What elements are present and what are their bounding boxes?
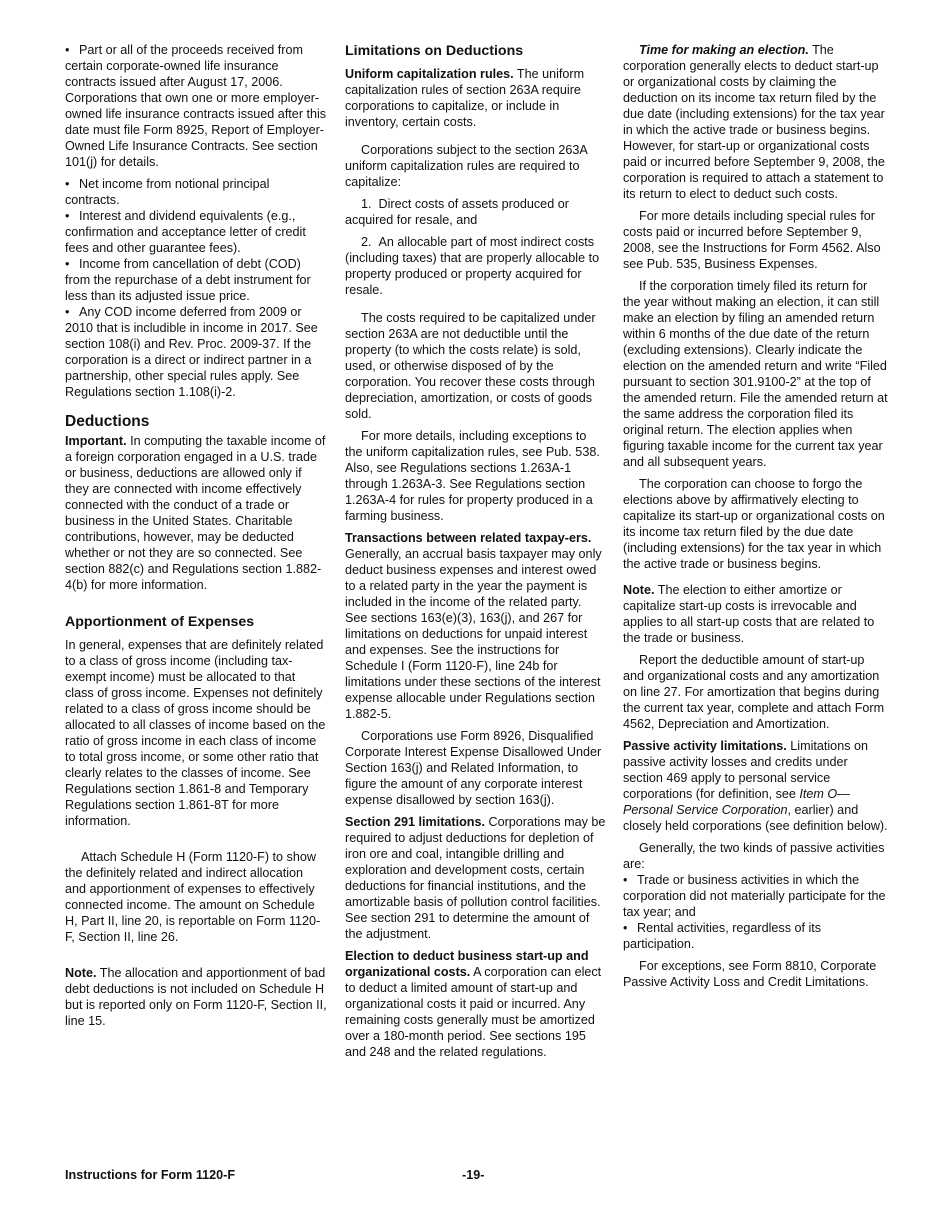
election-paragraph: Election to deduct business start-up and organizational costs. A corporation can elect to deduct a limited amount of start-up and organizational costs it paid or incurred. Any remaining costs generally must be amortized over a 180-month period. See sections 195 and 248 and the related regulations. — [345, 949, 602, 1059]
column-2 — [345, 42, 607, 1066]
time-paragraph-2: For more details including special rules for costs paid or incurred before September 9, 2008, see the Instructions for Form 4562. Also see Pub. 535, Business Expenses. — [623, 209, 881, 271]
time-paragraph-3: If the corporation timely filed its return for the year without making an election, it can still make an election by filing an amended return within 6 months of the due date of the return (excluding extensions). Clearly indicate the election on the amended return and write “Filed pursuant to section 301.9100-2” at the top of the amended return. File the amended return at the same address the corporation filed its original return. The election applies when figuring taxable income for the current tax year and all subsequent years. — [623, 279, 888, 469]
passive-paragraph: Passive activity limitations. Limitations on passive activity losses and credits under section 469 apply to personal service corporations (for definition, see Item O—Personal Service Corporation, earlier) and closely held corporations (see definition below). — [623, 739, 888, 833]
deductions-heading: Deductions — [65, 413, 150, 430]
time-paragraph-4: The corporation can choose to forgo the elections above by affirmatively electing to capitalize its start-up or organizational costs on its income tax return filed by the due date (including extensions) for the tax year in which the active trade or business begins. — [623, 477, 885, 571]
unicap-paragraph: Uniform capitalization rules. The uniform capitalization rules of section 263A require corporations to capitalize, or include in inventory, certain costs. — [345, 67, 585, 129]
form-8926-paragraph: Corporations use Form 8926, Disqualified Corporate Interest Expense Disallowed Under Section 163(j) and Related Information, to figure the amount of any corporate interest expense disallowed by section 163(j). — [345, 729, 602, 807]
bullet-item: • Part or all of the proceeds received from certain corporate-owned life insurance contracts issued after August 17, 2006. Corporations that own one or more employer-owned life insurance contracts issued after this date must file Form 8925, Report of Employer-Owned Life Insurance Contracts. See section 101(j) for details. — [65, 43, 327, 169]
passive-paragraph-2: Generally, the two kinds of passive activities are: — [623, 841, 885, 871]
bullet-item: • Trade or business activities in which the corporation did not materially participate for the tax year; and — [623, 873, 886, 919]
section-291-paragraph: Section 291 limitations. Corporations may be required to adjust deductions for depletion of iron ore and coal, intangible drilling and exploration and development costs, certain deductions for financial institutions, and the amortizable basis of pollution control facilities. See section 291 to determine the amount of the adjustment. — [345, 815, 606, 941]
bullet-item: • Income from cancellation of debt (COD) from the repurchase of a debt instrument for less than its adjusted issue price. — [65, 257, 311, 303]
schedule-h-paragraph: Attach Schedule H (Form 1120-F) to show the definitely related and indirect allocation and apportionment of expenses to effectively connected income. The amount on Schedule H, Part II, line 20, is reportable on Form 1120-F, Section II, line 26. — [65, 850, 321, 944]
bullet-item: • Any COD income deferred from 2009 or 2010 that is includible in income in 2017. See section 108(i) and Rev. Proc. 2009-37. If the corporation is a direct or indirect partner in a partnership, other special rules apply. See Regulations section 1.108(i)-2. — [65, 305, 318, 399]
note-paragraph: Note. The election to either amortize or capitalize start-up costs is irrevocable and applies to all start-up costs that are related to the trade or business. — [623, 583, 875, 645]
column-1 — [65, 42, 327, 1035]
footer-form-title: Instructions for Form 1120-F — [65, 1168, 236, 1182]
apportionment-paragraph: In general, expenses that are definitely related to a class of gross income (including tax-exempt income) must be allocated to that class of gross income. Expenses not definitely related to a class of gross income should be allocated to all classes of income based on the ratio of gross income in each class of income to total gross income, or some other ratio that clearly relates to the classes of income. See Regulations section 1.861-8 and Temporary Regulations section 1.861-8T for more information. — [65, 638, 326, 828]
apportionment-heading: Apportionment of Expenses — [65, 614, 255, 630]
note-paragraph: Note. The allocation and apportionment of bad debt deductions is not included on Schedule H but is reported only on Form 1120-F, Section II, line 15. — [65, 966, 327, 1028]
page-number: -19- — [462, 1168, 485, 1182]
related-paragraph: Transactions between related taxpay-ers. Generally, an accrual basis taxpayer may only deduct business expenses and interest owed to a related party in the year the payment is included in the income of the related party. See sections 163(e)(3), 163(j), and 267 for limitations on deductions for unpaid interest and expenses. See the instructions for Schedule I (Form 1120-F), line 24b for limitations under these sections of the interest expense allocable under Regulations section 1.882-5. — [345, 531, 602, 721]
unicap-paragraph-3: The costs required to be capitalized under section 263A are not deductible until the property (to which the costs relate) is sold, used, or otherwise disposed of by the corporation. You recover these costs through depreciation, amortization, or costs of goods sold. — [345, 311, 596, 421]
bullet-item: • Rental activities, regardless of its participation. — [623, 921, 822, 951]
limitations-heading: Limitations on Deductions — [345, 43, 524, 59]
unicap-paragraph-4: For more details, including exceptions to the uniform capitalization rules, see Pub. 538. Also, see Regulations sections 1.263A-1 through 1.263A-3. See Regulations section 1.263A-4 for rules for property produced in a farming business. — [345, 429, 600, 523]
important-paragraph: Important. In computing the taxable income of a foreign corporation engaged in a U.S. trade or business, deductions are allowed only if they are connected with income effectively connected with the conduct of a trade or business in the United States. Charitable contributions, however, may be deducted whether or not they are so connected. See section 882(c) and Regulations section 1.882-4(b) for more information. — [65, 434, 326, 592]
unicap-paragraph-2: Corporations subject to the section 263A uniform capitalization rules are required to capitalize: — [345, 143, 588, 189]
column-3 — [623, 42, 888, 996]
report-paragraph: Report the deductible amount of start-up and organizational costs and any amortization on line 27. For amortization that begins during the current tax year, complete and attach Form 4562, Depreciation and Amortization. — [623, 653, 885, 731]
passive-paragraph-3: For exceptions, see Form 8810, Corporate Passive Activity Loss and Credit Limitations. — [623, 959, 877, 989]
bullet-item: • Net income from notional principal contracts. — [65, 177, 270, 207]
bullet-item: • Interest and dividend equivalents (e.g., confirmation and acceptance letter of credit fees and other guarantee fees). — [65, 209, 306, 255]
time-election-paragraph: Time for making an election. The corporation generally elects to deduct start-up or organizational costs by claiming the deduction on its income tax return filed by the due date (including extensions) for the tax year in which the active trade or business begins. However, for start-up or organizational costs paid or incurred before September 9, 2008, the corporation is required to attach a statement to its return to elect to deduct such costs. — [623, 43, 885, 201]
list-item-2: 2. An allocable part of most indirect costs (including taxes) that are properly allocable to property produced or property acquired for resale. — [345, 235, 600, 297]
list-item-1: 1. Direct costs of assets produced or acquired for resale, and — [345, 197, 569, 227]
